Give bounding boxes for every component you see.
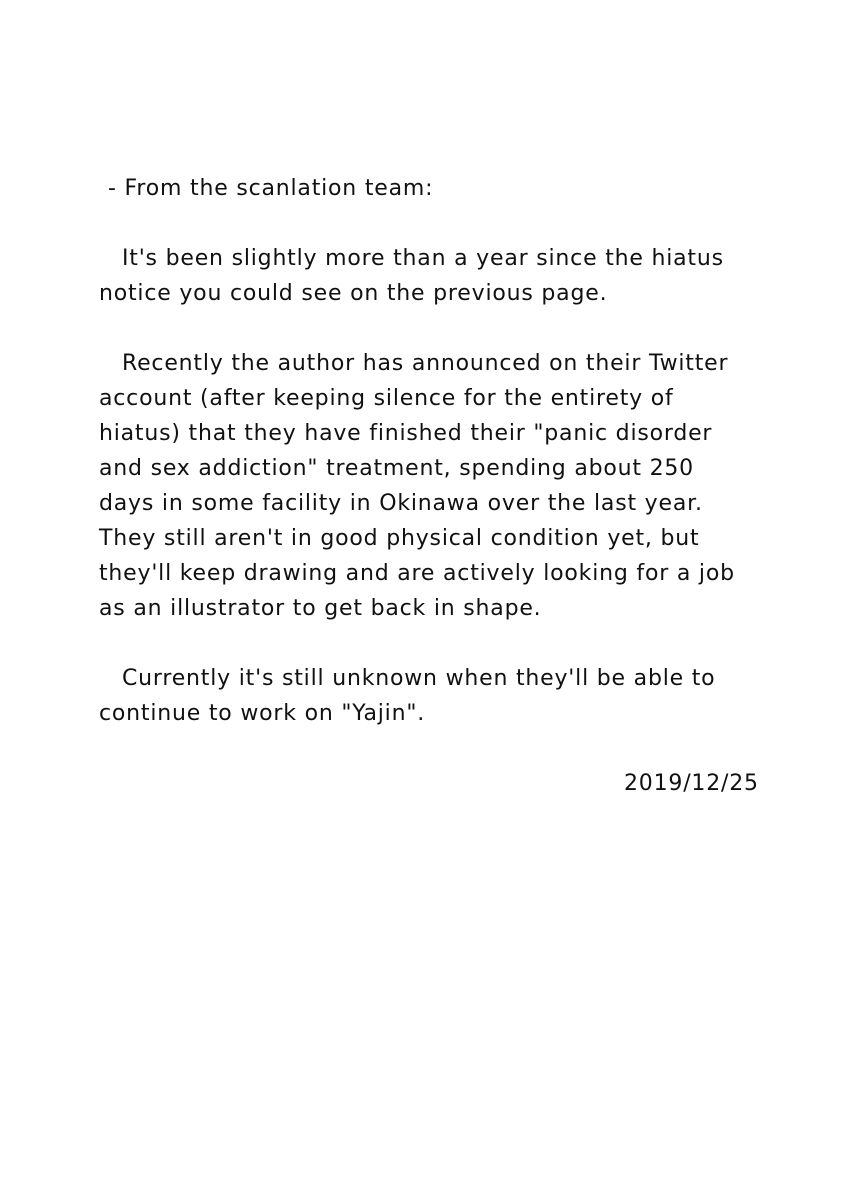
paragraph-2-line-7: they'll keep drawing and are actively looking for a job <box>99 561 735 586</box>
paragraph-1-line-1: It's been slightly more than a year since the hiatus <box>122 246 724 271</box>
signature-date: 2019/12/25 <box>624 771 759 796</box>
paragraph-3-line-1: Currently it's still unknown when they'll be able to <box>122 666 716 691</box>
paragraph-2-line-6: They still aren't in good physical condition yet, but <box>99 526 700 551</box>
paragraph-2-line-5: days in some facility in Okinawa over the last year. <box>99 491 703 516</box>
paragraph-2-line-3: hiatus) that they have finished their "panic disorder <box>99 421 713 446</box>
paragraph-3-line-2: continue to work on "Yajin". <box>99 701 426 726</box>
paragraph-2-line-4: and sex addiction" treatment, spending about 250 <box>99 456 694 481</box>
paragraph-2-line-1: Recently the author has announced on their Twitter <box>122 351 729 376</box>
paragraph-1-line-2: notice you could see on the previous page. <box>99 281 608 306</box>
team-heading: - From the scanlation team: <box>108 176 434 201</box>
paragraph-2-line-8: as an illustrator to get back in shape. <box>99 596 542 621</box>
paragraph-2-line-2: account (after keeping silence for the entirety of <box>99 386 674 411</box>
